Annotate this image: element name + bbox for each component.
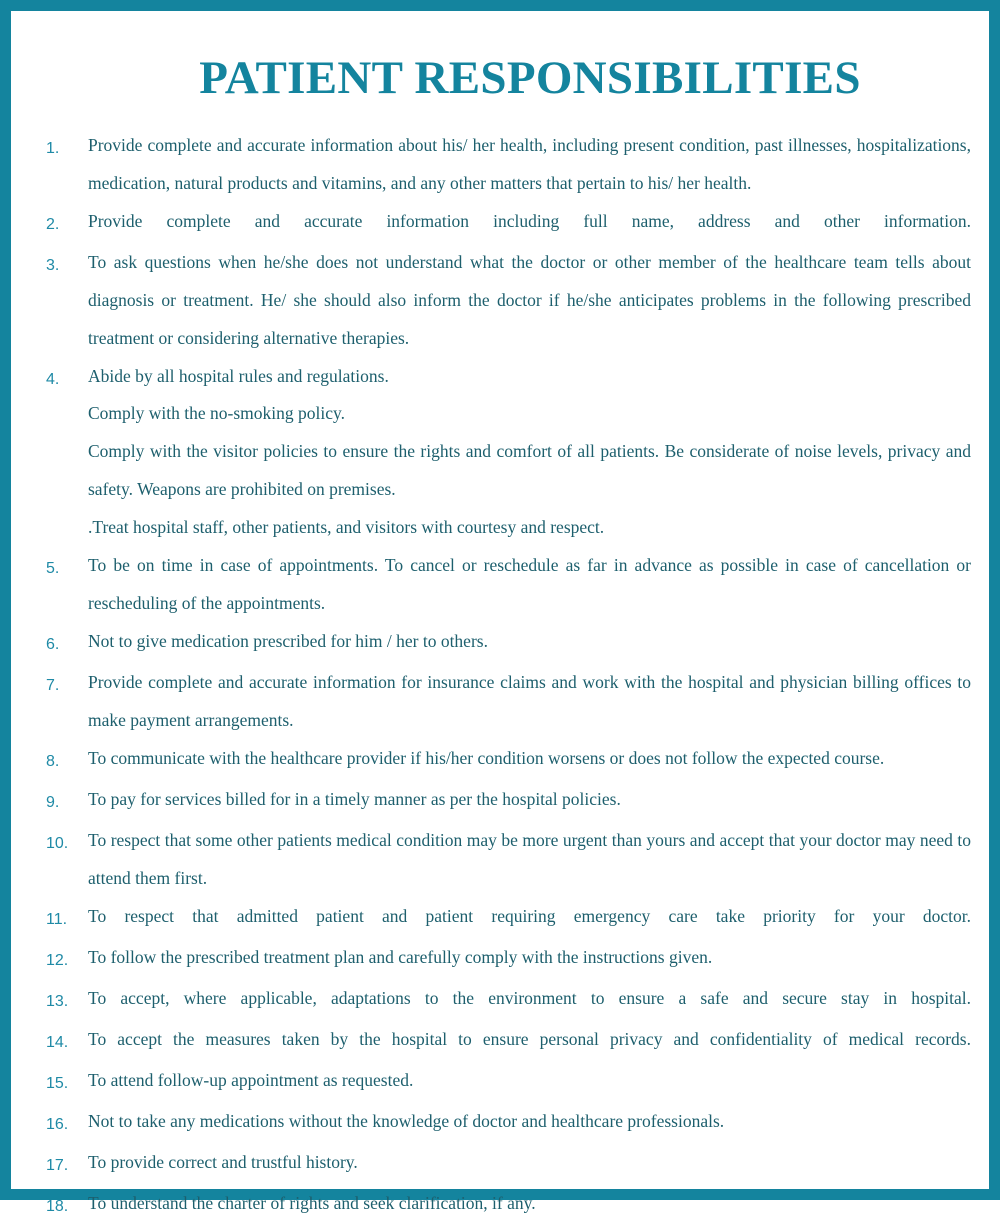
item-number: 1. [46, 140, 60, 157]
item-body [88, 1185, 971, 1226]
list-item [46, 898, 971, 939]
page-title: PATIENT RESPONSIBILITIES [199, 52, 861, 104]
list-item [46, 980, 971, 1021]
list-item [46, 822, 971, 898]
list-item [46, 203, 971, 244]
item-body [88, 1062, 971, 1103]
item-text: Provide complete and accurate information for insurance claims and work with the hospital and physician billing offices to make payment arrangements. [88, 671, 971, 730]
item-number: 17. [46, 1156, 69, 1174]
item-text: Not to take any medications without the knowledge of doctor and healthcare professionals. [88, 1110, 725, 1131]
list-item [46, 358, 971, 548]
item-text: To be on time in case of appointments. To cancel or reschedule as far in advance as possible in case of cancellation or rescheduling of the appointments. [88, 555, 971, 613]
item-body [88, 664, 971, 740]
item-number: 3. [46, 256, 60, 274]
item-text: To ask questions when he/she does not understand what the doctor or other member of the healthcare team tells about diagnosis or treatment. He/ she should also inform the doctor if he/she anticipates problems in the following prescribed treatment or considering alternative therapies. [88, 251, 971, 348]
item-body [88, 980, 971, 1021]
item-number: 6. [46, 635, 60, 653]
item-body [88, 203, 971, 244]
item-body [88, 623, 971, 664]
item-body [88, 127, 971, 203]
item-text: Not to give medication prescribed for him / her to others. [88, 630, 488, 651]
item-text: Comply with the visitor policies to ensure the rights and comfort of all patients. Be considerate of noise levels, privacy and safety. Weapons are prohibited on premises. [88, 441, 971, 500]
item-text: To accept the measures taken by the hospital to ensure personal privacy and confidentiality of medical records. [88, 1028, 971, 1049]
item-text: .Treat hospital staff, other patients, and visitors with courtesy and respect. [88, 517, 605, 538]
item-text: To communicate with the healthcare provider if his/her condition worsens or does not follow the expected course. [88, 747, 885, 768]
list-item [46, 1144, 971, 1185]
item-number: 2. [46, 215, 60, 233]
item-text: To provide correct and trustful history. [88, 1151, 358, 1172]
item-number: 7. [46, 676, 60, 694]
item-number: 5. [46, 560, 60, 578]
item-number: 18. [46, 1197, 69, 1215]
list-item [46, 1021, 971, 1062]
item-number: 12. [46, 951, 69, 969]
list-item [46, 1103, 971, 1144]
item-text: Provide complete and accurate information including full name, address and other information. [88, 210, 971, 231]
list-item [46, 623, 971, 664]
item-body [88, 1021, 971, 1062]
item-body [88, 939, 971, 980]
item-body [88, 1144, 971, 1185]
item-text: Provide complete and accurate information about his/ her health, including present condition, past illnesses, hospitalizations, medication, natural products and vitamins, and any other matters that pertain to his/ her health. [88, 135, 971, 193]
list-item [46, 244, 971, 358]
item-number: 11. [46, 910, 68, 928]
list-item [46, 939, 971, 980]
list-item [46, 547, 971, 623]
list-item [46, 740, 971, 781]
item-body [88, 740, 971, 781]
item-number: 16. [46, 1115, 69, 1133]
item-number: 10. [46, 834, 69, 852]
item-body [88, 244, 971, 358]
item-body [88, 547, 971, 623]
item-number: 13. [46, 992, 69, 1010]
item-text: Comply with the no-smoking policy. [88, 403, 345, 424]
item-number: 9. [46, 793, 60, 811]
item-number: 15. [46, 1074, 69, 1092]
responsibilities-list [46, 127, 971, 1226]
item-body [88, 898, 971, 939]
item-text: To pay for services billed for in a timely manner as per the hospital policies. [88, 788, 621, 809]
item-number: 14. [46, 1033, 69, 1051]
item-body [88, 822, 971, 898]
item-text: To accept, where applicable, adaptations to the environment to ensure a safe and secure stay in hospital. [88, 987, 971, 1008]
item-number: 8. [46, 752, 60, 770]
list-item [46, 127, 971, 203]
list-item [46, 664, 971, 740]
item-number: 4. [46, 370, 60, 388]
item-text: To respect that some other patients medical condition may be more urgent than yours and accept that your doctor may need to attend them first. [88, 829, 971, 888]
list-item [46, 781, 971, 822]
item-text: To attend follow-up appointment as requested. [88, 1069, 414, 1090]
item-body [88, 358, 971, 548]
list-item [46, 1062, 971, 1103]
list-item [46, 1185, 971, 1226]
item-body [88, 1103, 971, 1144]
item-text: To understand the charter of rights and seek clarification, if any. [88, 1192, 536, 1213]
item-text: To respect that admitted patient and patient requiring emergency care take priority for your doctor. [88, 905, 971, 926]
item-text: Abide by all hospital rules and regulations. [88, 365, 389, 386]
item-text: To follow the prescribed treatment plan and carefully comply with the instructions given. [88, 946, 713, 967]
item-body [88, 781, 971, 822]
